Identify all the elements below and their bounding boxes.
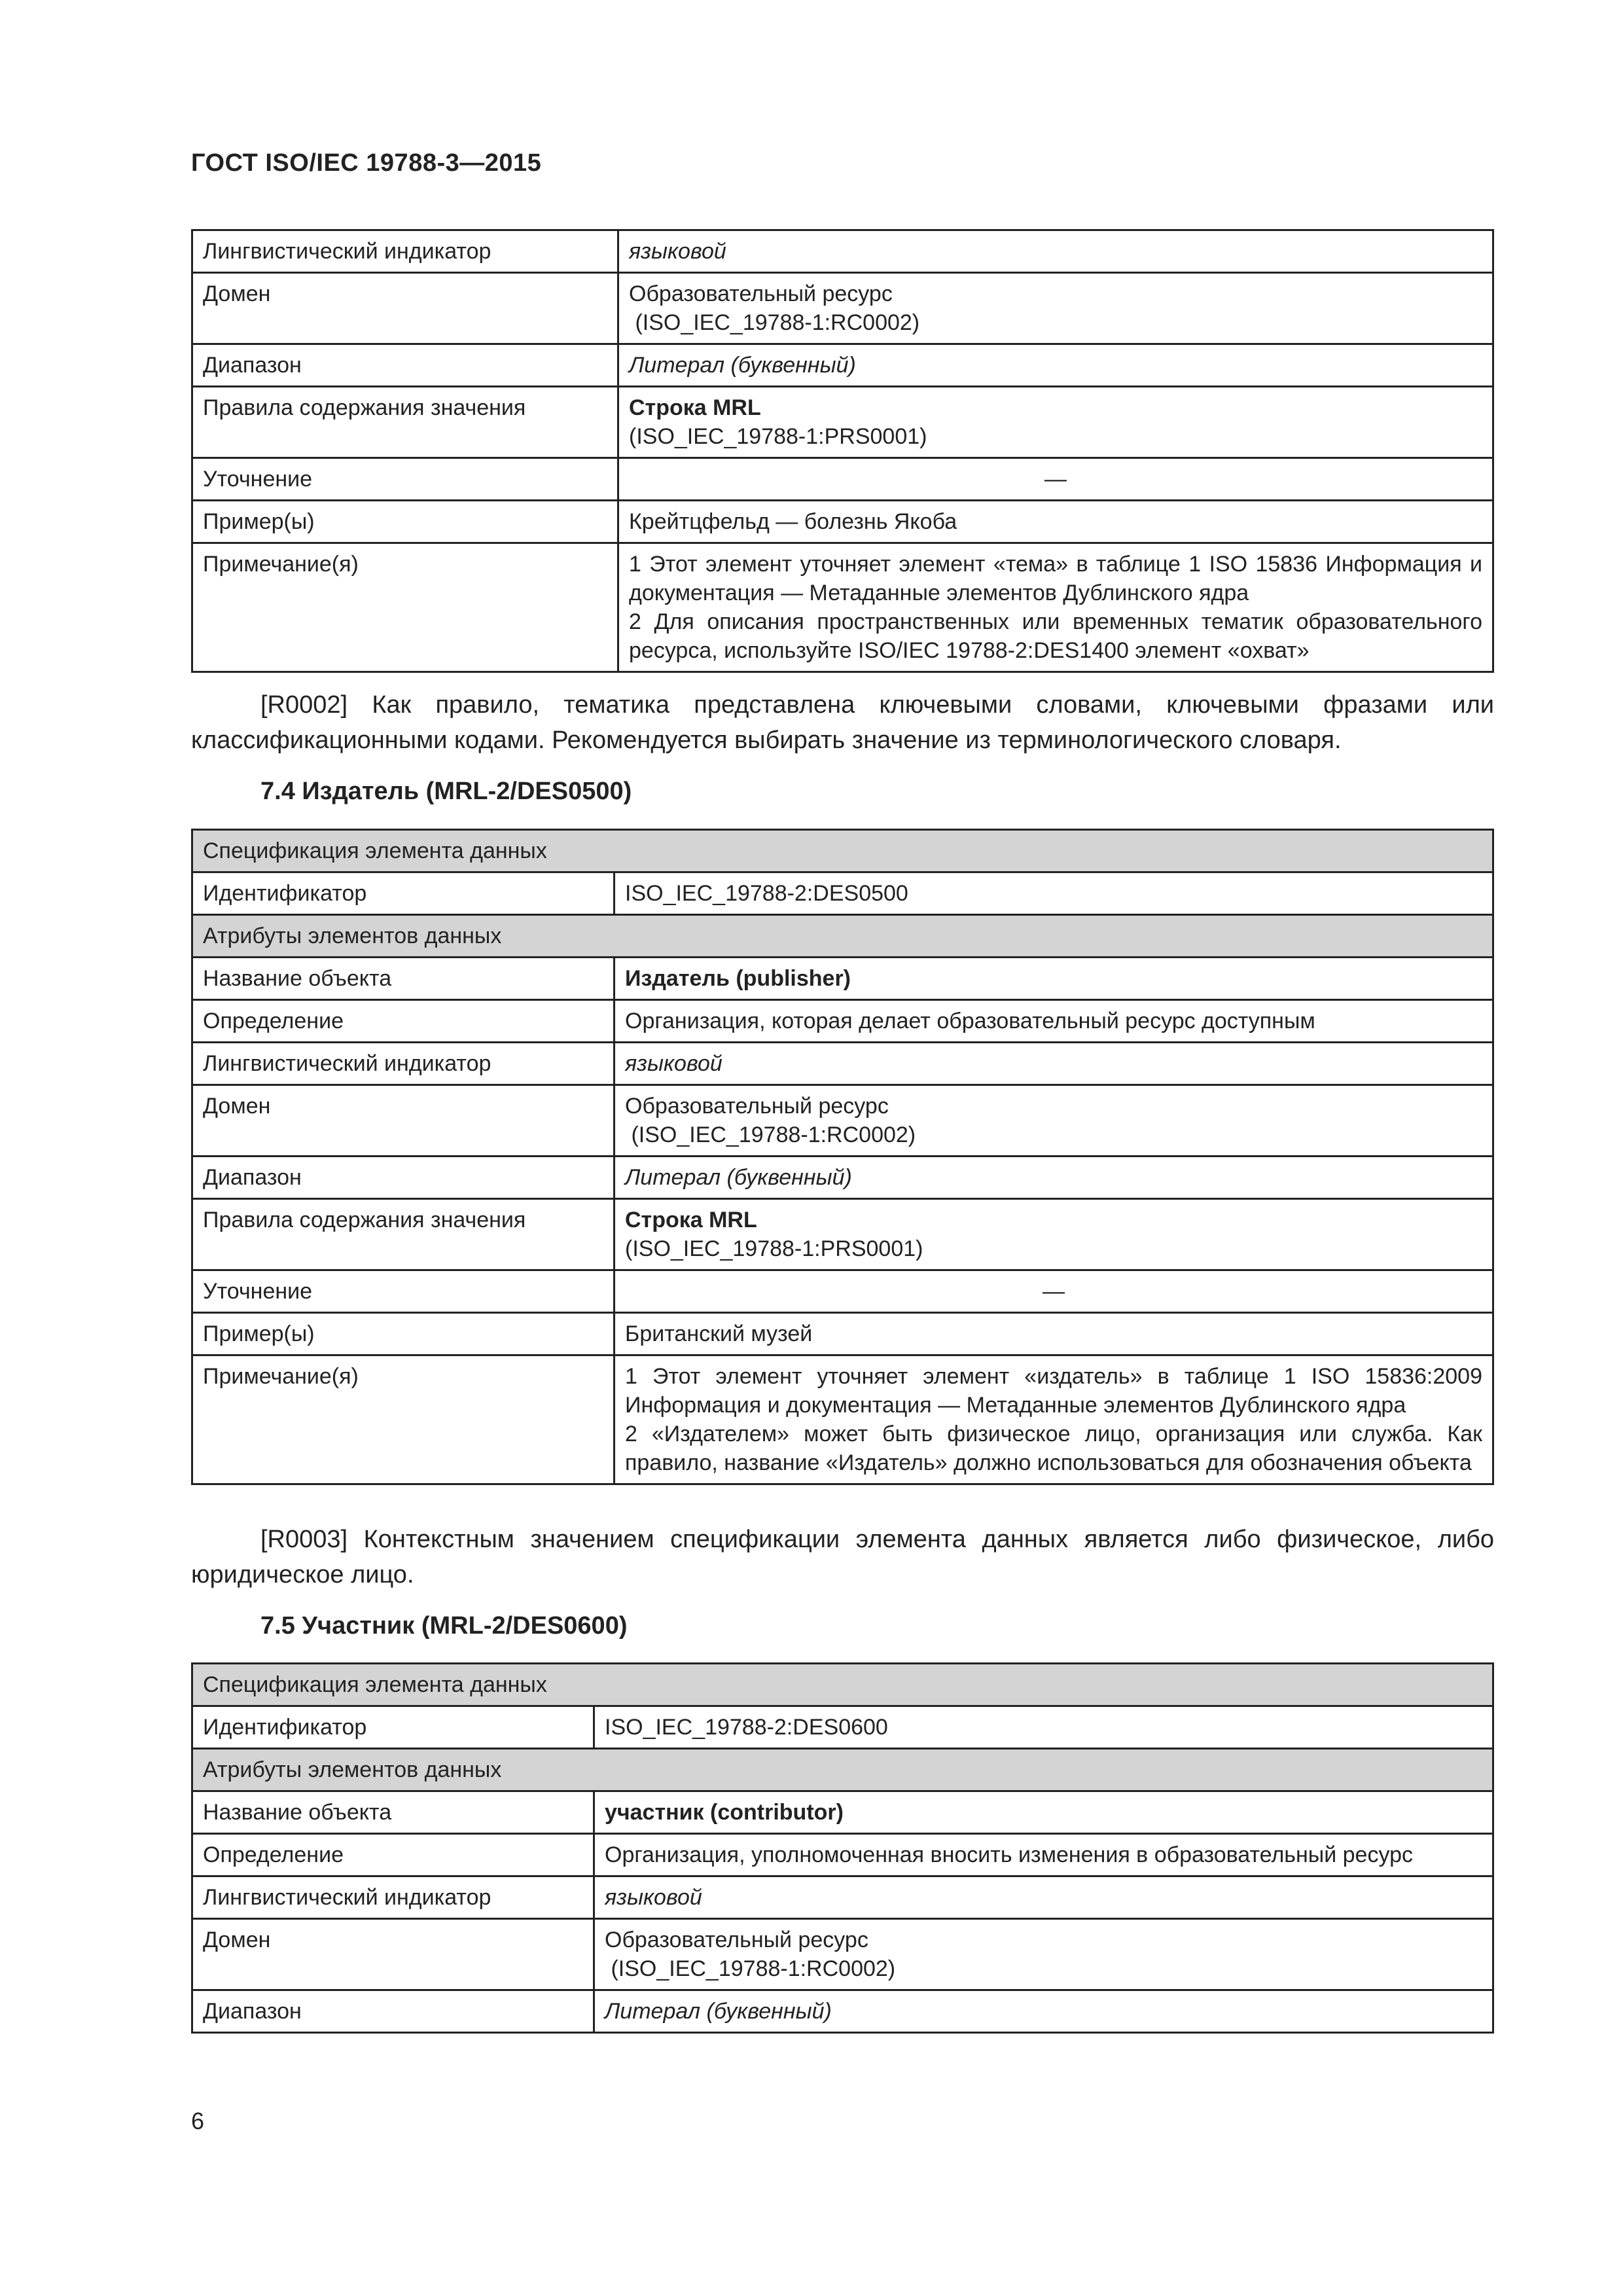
row-label: Идентификатор [192,872,615,915]
attr-header: Атрибуты элементов данных [192,1749,1493,1791]
row-value: Литерал (буквенный) [615,1157,1493,1199]
row-value: — [618,458,1493,501]
table-row [192,1834,1493,1876]
table-row [192,387,1493,458]
document-header: ГОСТ ISO/IEC 19788-3—2015 [191,149,542,177]
row-label: Примечание(я) [192,1355,615,1484]
table-row [192,872,1493,915]
table-row [192,1199,1493,1270]
table-row [192,1990,1493,2033]
row-value [615,1355,1493,1484]
table-publisher [191,829,1494,1485]
table-row [192,1000,1493,1043]
value-line: (ISO_IEC_19788-1:RC0002) [625,1122,916,1147]
row-value [618,273,1493,344]
note-line: 1 Этот элемент уточняет элемент «издатель» в таблице 1 ISO 15836:2009 Информация и документация — Метаданные элементов Дублинского ядра [625,1364,1482,1418]
note-line: 1 Этот элемент уточняет элемент «тема» в таблице 1 ISO 15836 Информация и документация — Метаданные элементов Дублинского ядра [629,552,1482,605]
spec-header: Спецификация элемента данных [192,1664,1493,1706]
row-value [615,1085,1493,1157]
row-value: Литерал (буквенный) [618,344,1493,387]
row-label: Домен [192,1085,615,1157]
table-row [192,1791,1493,1834]
table-row [192,1157,1493,1199]
table-row [192,1270,1493,1313]
row-value: участник (contributor) [594,1791,1493,1834]
value-line: Образовательный ресурс [629,281,893,306]
value-line: Строка MRL [625,1208,757,1232]
value-line: (ISO_IEC_19788-1:PRS0001) [629,424,927,449]
attr-header: Атрибуты элементов данных [192,915,1493,958]
table-row [192,1919,1493,1990]
row-label: Примечание(я) [192,543,618,672]
row-label: Домен [192,1919,594,1990]
table-row [192,1313,1493,1355]
table-row [192,958,1493,1000]
table-row [192,230,1493,273]
row-value [615,1199,1493,1270]
table-row [192,344,1493,387]
row-value: ISO_IEC_19788-2:DES0600 [594,1706,1493,1749]
table-row [192,458,1493,501]
row-label: Диапазон [192,344,618,387]
row-label: Лингвистический индикатор [192,230,618,273]
paragraph-text: [R0002] Как правило, тематика представлена ключевыми словами, ключевыми фразами или классификационными кодами. Рекомендуется выбирать значение из терминологического словаря. [191,691,1494,754]
table-subject-continuation [191,229,1494,673]
note-line: 2 Для описания пространственных или временных тематик образовательного ресурса, используйте ISO/IEC 19788-2:DES1400 элемент «охват» [629,609,1482,663]
section-heading-7-4: 7.4 Издатель (MRL-2/DES0500) [260,778,632,805]
paragraph-r0002 [191,687,1494,758]
row-label: Правила содержания значения [192,387,618,458]
table-row [192,1706,1493,1749]
value-line: (ISO_IEC_19788-1:RC0002) [605,1956,896,1981]
page-number: 6 [191,2108,205,2134]
table-row [192,1043,1493,1085]
spec-header: Спецификация элемента данных [192,830,1493,872]
row-value [594,1919,1493,1990]
row-label: Идентификатор [192,1706,594,1749]
row-value: Организация, уполномоченная вносить изменения в образовательный ресурс [594,1834,1493,1876]
row-value: Крейтцфельд — болезнь Якоба [618,501,1493,543]
row-value: Британский музей [615,1313,1493,1355]
row-label: Домен [192,273,618,344]
value-line: (ISO_IEC_19788-1:RC0002) [629,310,920,335]
row-value [618,543,1493,672]
row-value: языковой [615,1043,1493,1085]
row-value: Литерал (буквенный) [594,1990,1493,2033]
table-contributor [191,1662,1494,2034]
table-row [192,1355,1493,1484]
row-label: Пример(ы) [192,501,618,543]
paragraph-r0003 [191,1522,1494,1592]
table-row [192,1876,1493,1919]
section-heading-7-5: 7.5 Участник (MRL-2/DES0600) [260,1612,628,1640]
row-value: — [615,1270,1493,1313]
row-value: Издатель (publisher) [615,958,1493,1000]
table-row [192,915,1493,958]
value-line: Строка MRL [629,395,761,420]
value-line: (ISO_IEC_19788-1:PRS0001) [625,1236,923,1261]
table-row [192,830,1493,872]
row-label: Лингвистический индикатор [192,1043,615,1085]
row-value: языковой [594,1876,1493,1919]
row-label: Название объекта [192,1791,594,1834]
row-value: ISO_IEC_19788-2:DES0500 [615,872,1493,915]
row-value: языковой [618,230,1493,273]
note-line: 2 «Издателем» может быть физическое лицо, организация или служба. Как правило, название «Издатель» должно использоваться для обозначения объекта [625,1422,1482,1475]
value-line: Образовательный ресурс [625,1094,889,1119]
row-label: Определение [192,1834,594,1876]
table-row [192,1664,1493,1706]
table-row [192,1749,1493,1791]
row-label: Пример(ы) [192,1313,615,1355]
table-row [192,273,1493,344]
row-label: Название объекта [192,958,615,1000]
row-label: Диапазон [192,1157,615,1199]
row-label: Диапазон [192,1990,594,2033]
value-line: Образовательный ресурс [605,1928,868,1952]
row-value: Организация, которая делает образовательный ресурс доступным [615,1000,1493,1043]
row-label: Определение [192,1000,615,1043]
row-value [618,387,1493,458]
row-label: Лингвистический индикатор [192,1876,594,1919]
row-label: Правила содержания значения [192,1199,615,1270]
row-label: Уточнение [192,458,618,501]
paragraph-text: [R0003] Контекстным значением спецификации элемента данных является либо физическое, либо юридическое лицо. [191,1526,1494,1588]
table-row [192,543,1493,672]
table-row [192,501,1493,543]
table-row [192,1085,1493,1157]
row-label: Уточнение [192,1270,615,1313]
